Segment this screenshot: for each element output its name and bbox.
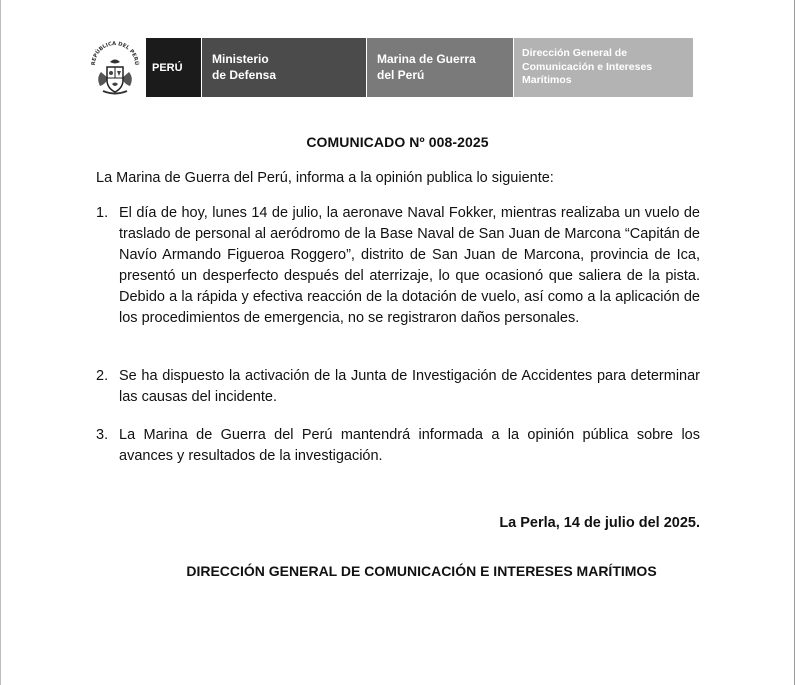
navy-line-1: Marina de Guerra [377,52,476,66]
signature-department: DIRECCIÓN GENERAL DE COMUNICACIÓN E INTERESES MARÍTIMOS [186,563,657,579]
list-item-number: 1. [96,205,109,221]
ministry-line-1: Ministerio [212,52,269,66]
place-date: La Perla, 14 de julio del 2025. [499,515,700,531]
direction-line-3: Marítimos [522,74,572,86]
navy-line-2: del Perú [377,68,425,82]
peru-label: PERÚ [152,62,183,74]
list-item [96,366,700,408]
list-item [96,203,700,329]
list-item-number: 3. [96,427,109,443]
direction-line-1: Dirección General de [522,47,628,59]
emblem-text: REPÚBLICA DEL PERÚ [90,40,140,66]
peru-block [146,38,201,97]
direction-block [514,38,693,97]
list-item-text: La Marina de Guerra del Perú mantendrá informada a la opinión pública sobre los avances y resultados de la investigación. [119,427,700,464]
list-item-text: Se ha dispuesto la activación de la Junta de Investigación de Accidentes para determinar las causas del incidente. [119,368,700,405]
coat-of-arms-icon [86,38,144,97]
navy-block [367,38,513,97]
direction-line-2: Comunicación e Intereses [522,60,653,73]
intro-paragraph: La Marina de Guerra del Perú, informa a la opinión publica lo siguiente: [96,170,554,186]
ministry-block [202,38,366,97]
document-title: COMUNICADO Nº 008-2025 [306,134,489,150]
list-item [96,425,700,467]
list-item-number: 2. [96,368,109,384]
ministry-line-2: de Defensa [212,68,277,82]
page-edge-left [0,0,1,685]
list-item-text: El día de hoy, lunes 14 de julio, la aeronave Naval Fokker, mientras realizaba un vuelo de traslado de personal al aeródromo de la Base Naval de San Juan de Marcona “Capitán de Navío Armando Figueroa Roggero”, distrito de San Juan de Marcona, provincia de Ica, presentó un desperfecto después del aterrizaje, lo que ocasionó que saliera de la pista. Debido a la rápida y efectiva reacción de la dotación de vuelo, así como a la aplicación de los procedimientos de emergencia, no se registraron daños personales. [119,205,700,326]
